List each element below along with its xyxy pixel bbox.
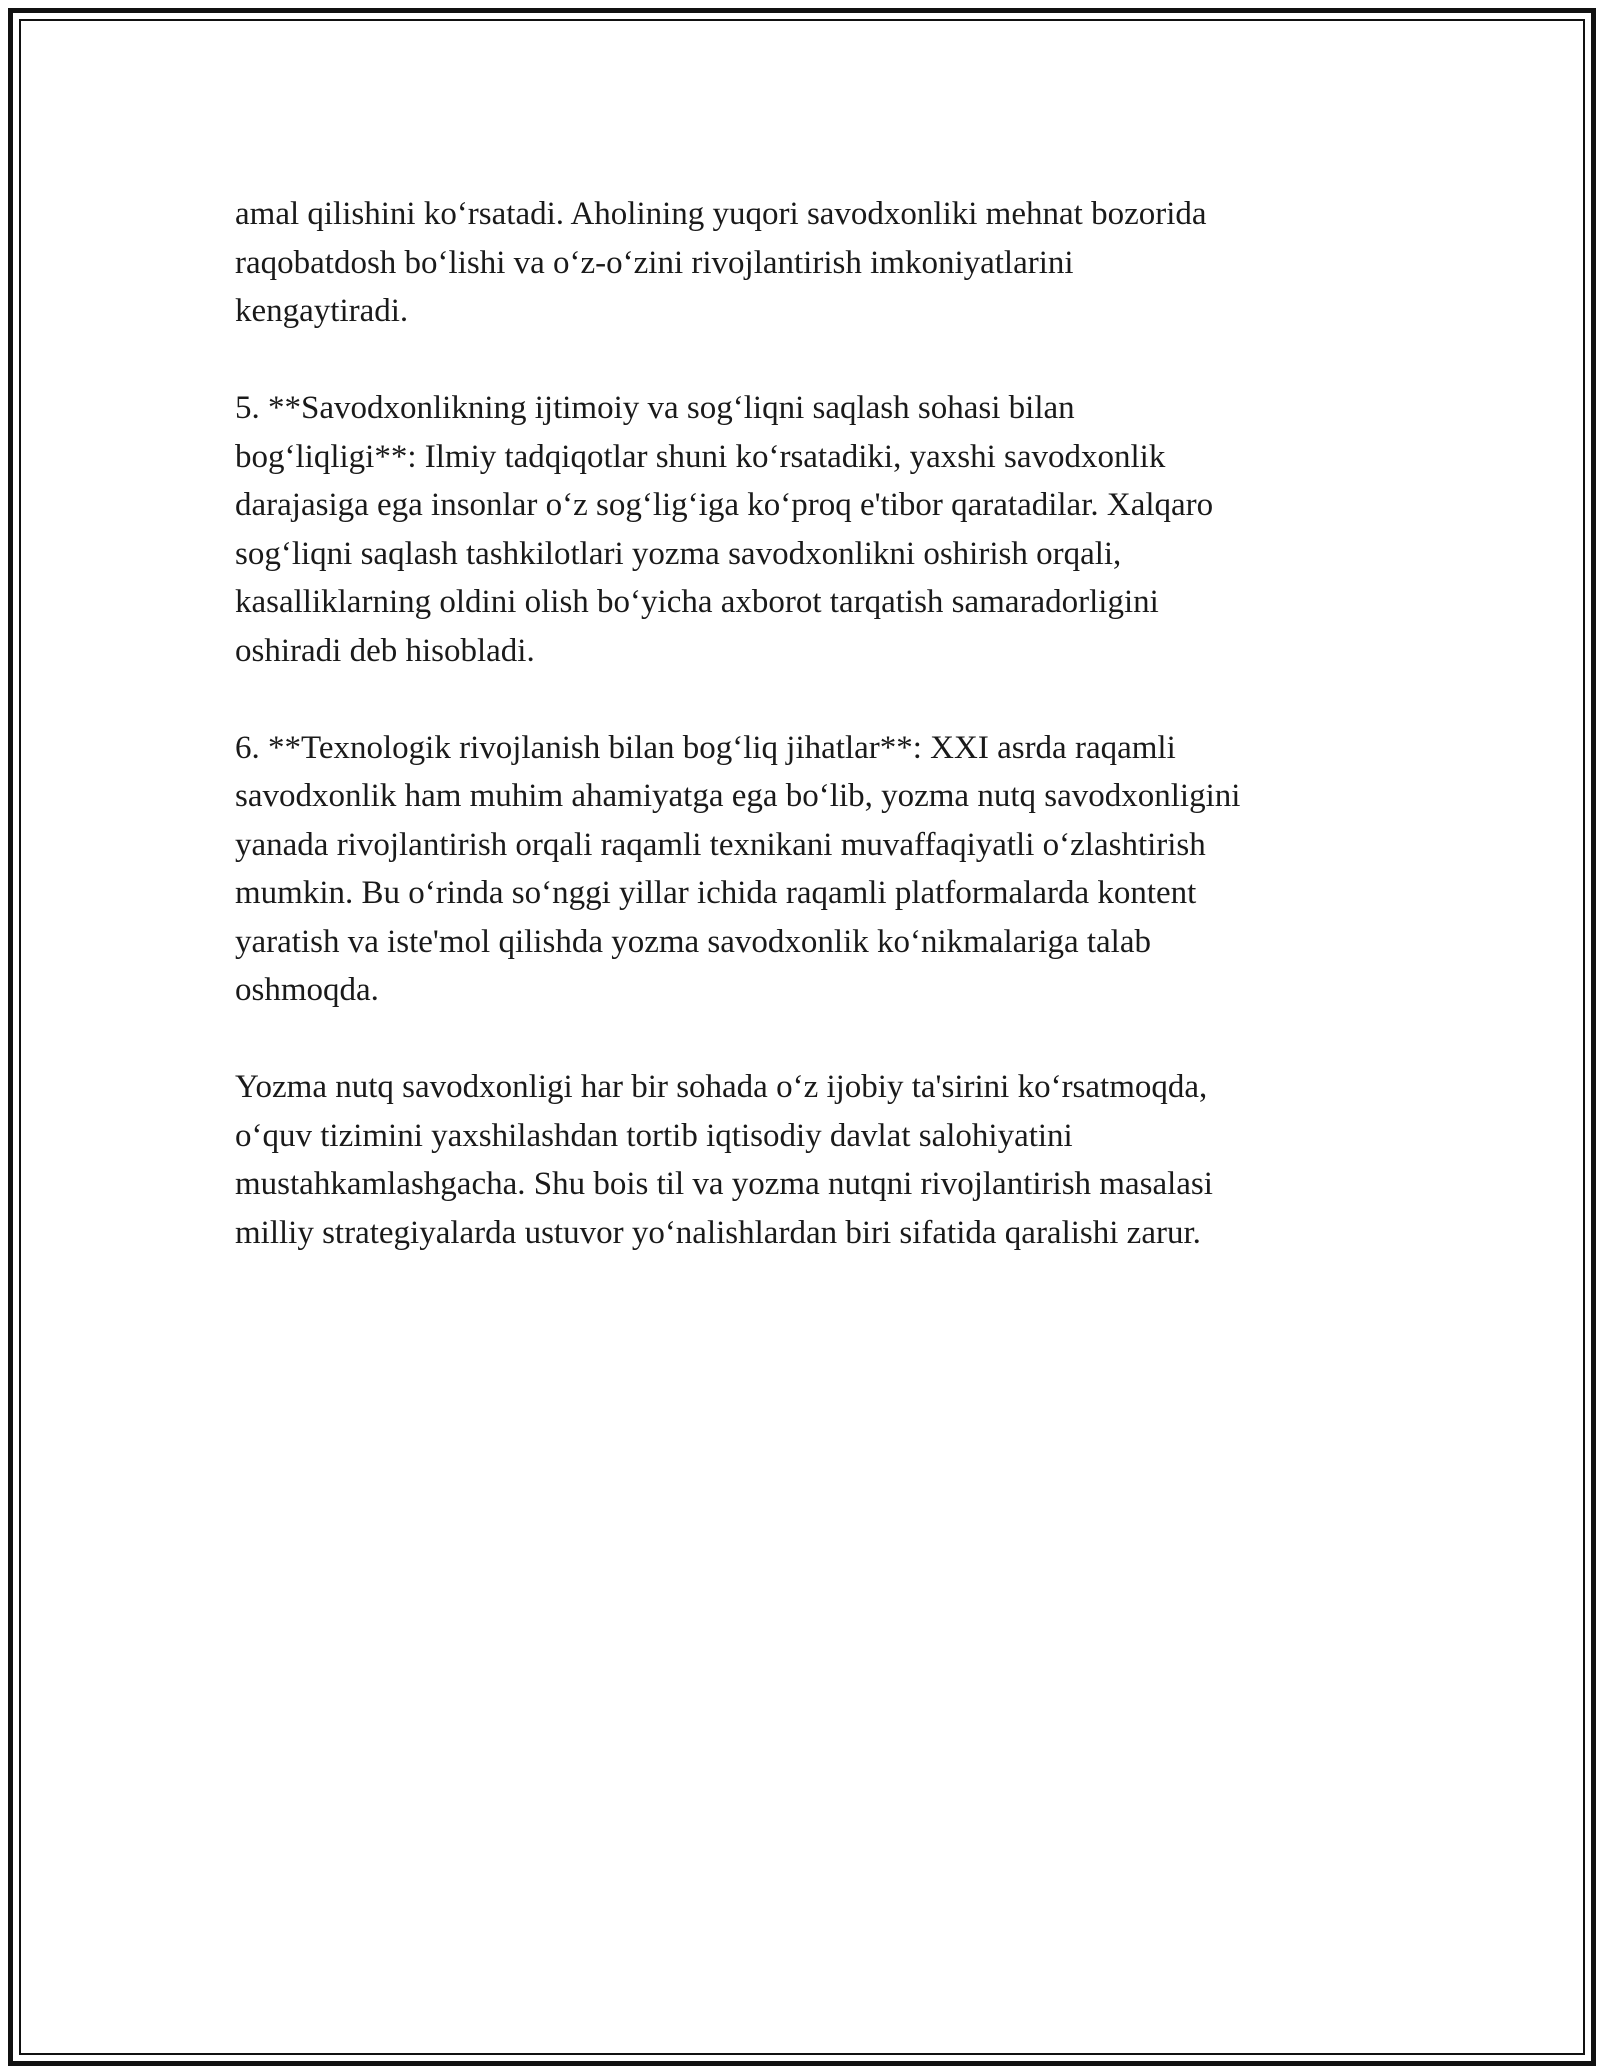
text-line: yaratish va iste'mol qilishda yozma savodxonlik ko‘nikmalariga talab [235, 923, 1151, 960]
document-body [235, 190, 1365, 1306]
paragraph-conclusion [235, 1063, 1365, 1257]
text-line: 6. **Texnologik rivojlanish bilan bog‘liq jihatlar**: XXI asrda raqamli [235, 729, 1176, 766]
paragraph-intro-continuation [235, 190, 1365, 336]
text-line: Yozma nutq savodxonligi har bir sohada o‘z ijobiy ta'sirini ko‘rsatmoqda, [235, 1069, 1208, 1105]
text-line: sog‘liqni saqlash tashkilotlari yozma savodxonlikni oshirish orqali, [235, 535, 1122, 572]
text-line: kengaytiradi. [235, 293, 409, 329]
text-line: savodxonlik ham muhim ahamiyatga ega bo‘lib, yozma nutq savodxonligini [235, 778, 1241, 814]
text-line: raqobatdosh bo‘lishi va o‘z-o‘zini rivojlantirish imkoniyatlarini [235, 244, 1074, 281]
text-line: darajasiga ega insonlar o‘z sog‘lig‘iga ko‘proq e'tibor qaratadilar. Xalqaro [235, 487, 1214, 523]
text-line: oshiradi deb hisobladi. [235, 632, 535, 669]
text-line: oshmoqda. [235, 972, 379, 1008]
text-line: 5. **Savodxonlikning ijtimoiy va sog‘liqni saqlash sohasi bilan [235, 390, 1075, 426]
paragraph-item-6 [235, 724, 1365, 1015]
text-line: kasalliklarning oldini olish bo‘yicha axborot tarqatish samaradorligini [235, 584, 1159, 620]
text-line: amal qilishini ko‘rsatadi. Aholining yuqori savodxonliki mehnat bozorida [235, 196, 1207, 232]
text-line: o‘quv tizimini yaxshilashdan tortib iqtisodiy davlat salohiyatini [235, 1117, 1073, 1154]
paragraph-item-5 [235, 384, 1365, 675]
text-line: mumkin. Bu o‘rinda so‘nggi yillar ichida raqamli platformalarda kontent [235, 875, 1197, 911]
text-line: bog‘liqligi**: Ilmiy tadqiqotlar shuni ko‘rsatadiki, yaxshi savodxonlik [235, 438, 1166, 475]
text-line: mustahkamlashgacha. Shu bois til va yozma nutqni rivojlantirish masalasi [235, 1166, 1213, 1202]
text-line: milliy strategiyalarda ustuvor yo‘nalishlardan biri sifatida qaralishi zarur. [235, 1214, 1201, 1251]
text-line: yanada rivojlantirish orqali raqamli texnikani muvaffaqiyatli o‘zlashtirish [235, 826, 1206, 863]
